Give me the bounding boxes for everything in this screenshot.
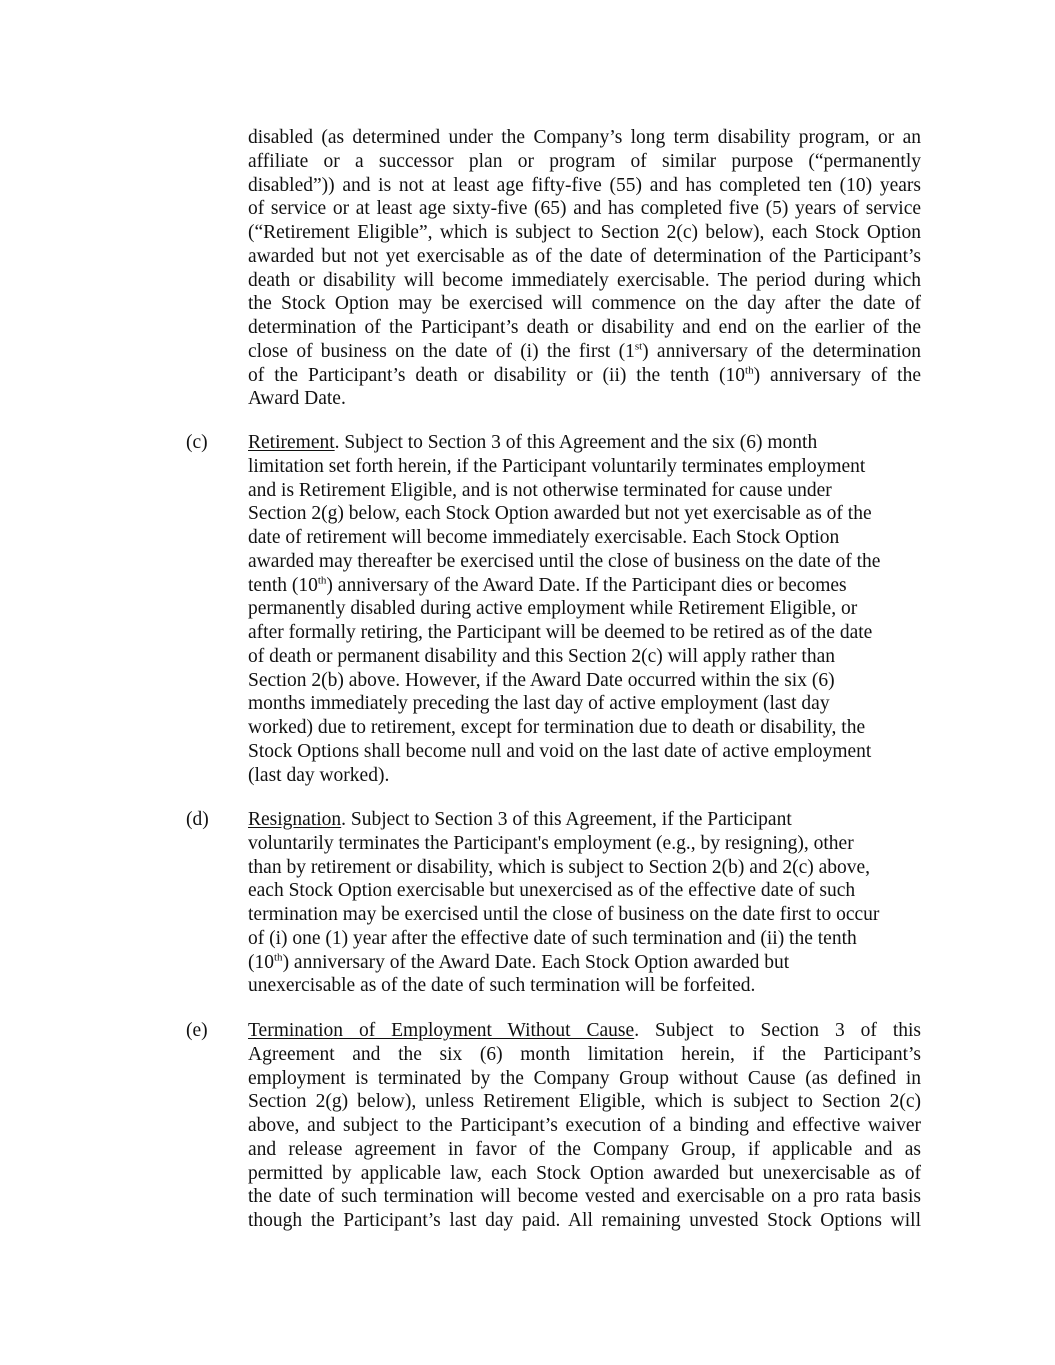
text-fragment: ) anniversary of the (753, 364, 921, 386)
text-fragment: ) anniversary of the Award Date. If the Participant dies or becomes (326, 574, 847, 596)
ordinal-superscript: th (745, 364, 754, 376)
text-line: Section 2(g) below, each Stock Option awarded but not yet exercisable as of the (248, 503, 872, 525)
text-line: voluntarily terminates the Participant's employment (e.g., by resigning), other (248, 832, 854, 854)
text-line: affiliate or a successor plan or program of similar purpose (“permanently (248, 150, 921, 172)
ordinal-superscript: th (274, 951, 283, 963)
section-c-marker: (c) (186, 432, 208, 453)
text-line: date of retirement will become immediately exercisable. Each Stock Option (248, 527, 840, 548)
text-line: disabled (as determined under the Company’s long term disability program, or an (248, 127, 921, 148)
section-e-heading: Termination of Employment Without Cause (248, 1020, 635, 1041)
text-line: the date of such termination will become vested and exercisable on a pro rata basis (248, 1186, 921, 1208)
text-line: disabled”)) and is not at least age fifty-five (55) and has completed ten (10) years (248, 174, 921, 196)
text-line: termination may be exercised until the close of business on the date first to occur (248, 904, 880, 925)
text-line (248, 574, 921, 598)
text-line: and release agreement in favor of the Company Group, if applicable and as (248, 1138, 921, 1160)
text-fragment: close of business on the date of (i) the first (1 (248, 340, 635, 362)
text-line: of service or at least age sixty-five (65) and has completed five (5) years of service (248, 198, 921, 220)
section-e-paragraph (248, 1019, 921, 1233)
text-line (248, 808, 921, 832)
text-line: Agreement and the six (6) month limitation herein, if the Participant’s (248, 1043, 921, 1065)
text-fragment: . Subject to Section 3 of this Agreement, if the Participant (341, 809, 792, 830)
text-line: above, and subject to the Participant’s execution of a binding and effective waiver (248, 1115, 921, 1136)
text-fragment: (10 (248, 951, 274, 973)
text-line: months immediately preceding the last day of active employment (last day (248, 693, 830, 715)
text-line (248, 364, 921, 388)
text-line: death or disability will become immediately exercisable. The period during which (248, 269, 921, 291)
ordinal-superscript: th (317, 574, 327, 586)
text-line: the Stock Option may be exercised will commence on the day after the date of (248, 293, 921, 315)
text-line: awarded may thereafter be exercised until the close of business on the date of the (248, 550, 881, 572)
text-line: employment is terminated by the Company Group without Cause (as defined in (248, 1067, 921, 1089)
text-line: Stock Options shall become null and void on the last date of active employment (248, 740, 872, 762)
text-line: permitted by applicable law, each Stock Option awarded but unexercisable as of (248, 1162, 921, 1184)
text-line (248, 431, 921, 455)
text-line: (last day worked). (248, 764, 390, 786)
section-d-heading: Resignation (248, 809, 342, 830)
section-d-paragraph (248, 808, 921, 998)
section-e-marker: (e) (186, 1020, 208, 1041)
text-line: though the Participant’s last day paid. All remaining unvested Stock Options will (248, 1210, 921, 1231)
text-line: Section 2(g) below), unless Retirement Eligible, which is subject to Section 2(c) (248, 1091, 921, 1113)
text-line: Section 2(b) above. However, if the Award Date occurred within the six (6) (248, 669, 835, 691)
text-line: than by retirement or disability, which is subject to Section 2(b) and 2(c) above, (248, 856, 871, 878)
text-line: (“Retirement Eligible”, which is subject to Section 2(c) below), each Stock Option (248, 222, 921, 243)
section-d-marker: (d) (186, 809, 209, 830)
text-fragment: . Subject to Section 3 of this (634, 1020, 921, 1041)
text-fragment: . Subject to Section 3 of this Agreement and the six (6) month (334, 432, 818, 453)
text-line: unexercisable as of the date of such termination will be forfeited. (248, 975, 756, 997)
text-line: of death or permanent disability and this Section 2(c) will apply rather than (248, 645, 835, 667)
text-line: determination of the Participant’s death or disability and end on the earlier of the (248, 317, 921, 338)
text-line: of (i) one (1) year after the effective date of such termination and (ii) the tenth (248, 927, 857, 949)
text-line: after formally retiring, the Participant will be deemed to be retired as of the date (248, 622, 873, 643)
text-line (248, 340, 921, 364)
text-line: worked) due to retirement, except for termination due to death or disability, the (248, 717, 866, 738)
section-c-paragraph (248, 431, 921, 787)
ordinal-superscript: st (634, 340, 643, 353)
continuation-paragraph (248, 126, 921, 411)
text-line: and is Retirement Eligible, and is not otherwise terminated for cause under (248, 479, 832, 501)
text-fragment: of the Participant’s death or disability or (ii) the tenth (10 (248, 364, 746, 386)
text-line: awarded but not yet exercisable as of the date of determination of the Participant’s (248, 245, 921, 267)
text-line (248, 951, 921, 975)
section-c-heading: Retirement (248, 432, 335, 453)
text-fragment: ) anniversary of the Award Date. Each Stock Option awarded but (282, 951, 790, 973)
text-line: each Stock Option exercisable but unexercised as of the effective date of such (248, 880, 856, 902)
text-line: Award Date. (248, 388, 346, 410)
text-line: limitation set forth herein, if the Participant voluntarily terminates employment (248, 455, 866, 477)
text-fragment: tenth (10 (248, 574, 318, 596)
text-fragment: ) anniversary of the determination (642, 340, 921, 362)
text-line (248, 1019, 921, 1043)
text-line: permanently disabled during active employment while Retirement Eligible, or (248, 598, 858, 620)
